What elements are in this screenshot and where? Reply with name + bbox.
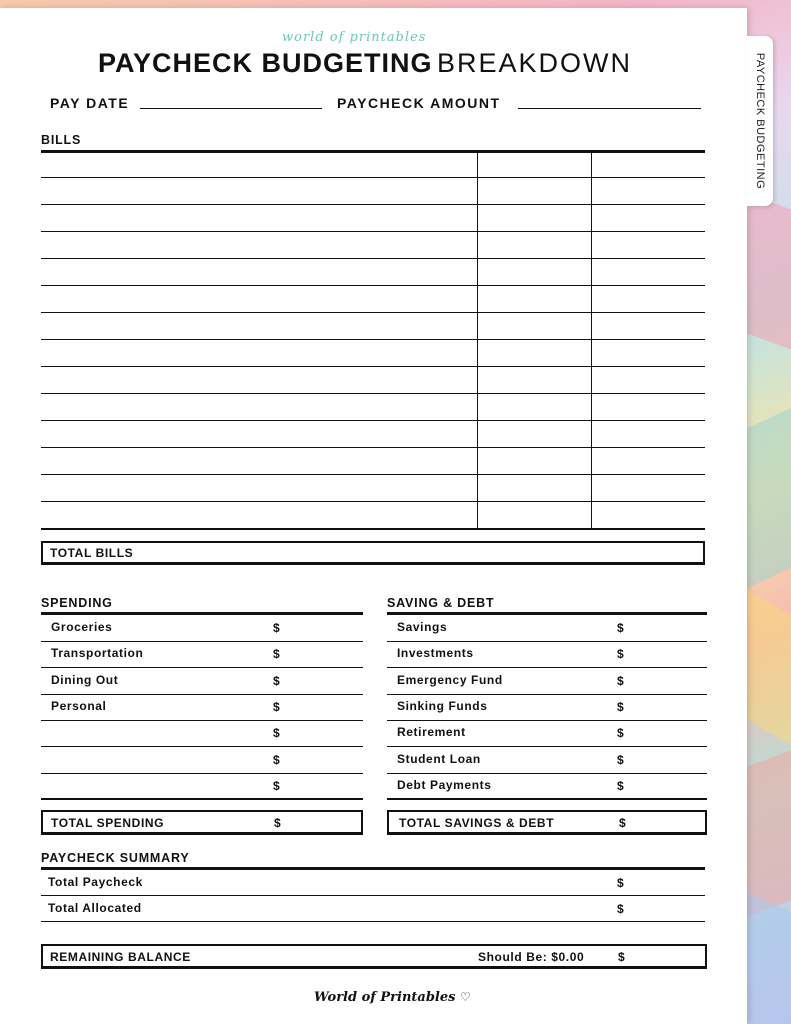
list-item[interactable]: [41, 695, 363, 721]
saving_debt-item-label: Emergency Fund: [397, 672, 503, 687]
saving_debt-item-label: Retirement: [397, 725, 466, 740]
list-item[interactable]: [41, 669, 363, 695]
spending-item-currency: $: [273, 673, 281, 688]
list-bottom-rule: [41, 798, 363, 800]
bills-row-line[interactable]: [41, 501, 705, 502]
saving_debt-item-label: Savings: [397, 620, 448, 634]
total-spending-box: [41, 810, 363, 835]
summary-item-label: Total Paycheck: [48, 875, 143, 889]
bills-row-line[interactable]: [41, 258, 705, 259]
spending-rule: [41, 612, 363, 615]
total-spending-label: TOTAL SPENDING: [51, 816, 165, 830]
pay-date-label: PAY DATE: [50, 95, 130, 111]
summary-rule: [41, 867, 705, 870]
bills-bottom-rule: [41, 528, 705, 530]
total-savings-box: [387, 810, 707, 835]
row-divider: [41, 895, 705, 896]
section-tab[interactable]: [747, 36, 773, 206]
footer-brand: [314, 990, 471, 1005]
title-bold: PAYCHECK BUDGETING: [98, 48, 433, 78]
list-item[interactable]: [41, 721, 363, 747]
bills-column-divider: [591, 153, 592, 528]
footer-brand-text: World of Printables: [314, 990, 456, 1005]
bills-row-line[interactable]: [41, 312, 705, 313]
saving-debt-rule: [387, 612, 707, 615]
bills-column-divider: [477, 153, 478, 528]
saving_debt-item-label: Student Loan: [397, 751, 481, 766]
saving_debt-item-currency: $: [617, 778, 625, 793]
saving_debt-item-currency: $: [617, 752, 625, 767]
bills-heading: BILLS: [41, 133, 82, 147]
summary-row[interactable]: [41, 871, 705, 897]
heart-icon: ♡: [460, 990, 471, 1004]
saving-debt-heading: SAVING & DEBT: [387, 596, 495, 610]
list-item[interactable]: [387, 642, 707, 668]
spending-item-label: Transportation: [51, 646, 144, 661]
should-be-note: Should Be: $0.00: [478, 950, 585, 964]
list-item[interactable]: [387, 774, 707, 800]
list-item[interactable]: [387, 748, 707, 774]
list-item[interactable]: [41, 616, 363, 642]
summary-item-label: Total Allocated: [48, 901, 142, 915]
bills-row-line[interactable]: [41, 447, 705, 448]
saving_debt-item-currency: $: [617, 699, 625, 714]
bills-row-line[interactable]: [41, 474, 705, 475]
summary-item-currency: $: [617, 876, 625, 890]
spending-item-currency: $: [273, 699, 281, 714]
spending-item-currency: $: [273, 621, 281, 635]
bills-row-line[interactable]: [41, 339, 705, 340]
bills-top-rule: [41, 150, 705, 153]
total-bills-label: TOTAL BILLS: [50, 546, 134, 560]
row-divider: [41, 921, 705, 922]
saving_debt-item-currency: $: [617, 726, 625, 741]
spending-heading: SPENDING: [41, 596, 113, 610]
bills-row-line[interactable]: [41, 285, 705, 286]
summary-item-currency: $: [617, 902, 625, 916]
summary-heading: PAYCHECK SUMMARY: [41, 851, 190, 865]
saving_debt-item-label: Sinking Funds: [397, 698, 488, 713]
saving_debt-item-label: Investments: [397, 646, 474, 661]
bills-row-line[interactable]: [41, 366, 705, 367]
list-item[interactable]: [41, 642, 363, 668]
paycheck-amount-label: PAYCHECK AMOUNT: [337, 95, 501, 111]
bills-row-line[interactable]: [41, 420, 705, 421]
bills-row-line[interactable]: [41, 231, 705, 232]
page-title: [98, 48, 632, 79]
list-item[interactable]: [387, 616, 707, 642]
section-tab-label: PAYCHECK BUDGETING: [754, 52, 766, 190]
bills-row-line[interactable]: [41, 177, 705, 178]
spending-item-label: Groceries: [51, 620, 113, 634]
list-item[interactable]: [387, 695, 707, 721]
bills-row-line[interactable]: [41, 204, 705, 205]
list-item[interactable]: [387, 721, 707, 747]
spending-item-currency: $: [273, 726, 281, 741]
bills-row-line[interactable]: [41, 393, 705, 394]
paycheck-amount-field[interactable]: [518, 108, 701, 109]
total-savings-currency: $: [619, 816, 627, 830]
spending-item-currency: $: [273, 778, 281, 793]
remaining-balance-label: REMAINING BALANCE: [50, 950, 191, 964]
list-item[interactable]: [41, 774, 363, 800]
spending-item-currency: $: [273, 647, 281, 662]
saving_debt-item-currency: $: [617, 673, 625, 688]
spending-item-label: Personal: [51, 698, 107, 713]
total-bills-box: [41, 541, 705, 565]
list-item[interactable]: [41, 748, 363, 774]
total-savings-label: TOTAL SAVINGS & DEBT: [399, 816, 555, 830]
saving_debt-item-currency: $: [617, 647, 625, 662]
spending-item-currency: $: [273, 752, 281, 767]
list-bottom-rule: [387, 798, 707, 800]
title-light: BREAKDOWN: [437, 48, 633, 78]
total-spending-currency: $: [274, 816, 282, 830]
spending-item-label: Dining Out: [51, 672, 119, 687]
saving_debt-item-currency: $: [617, 621, 625, 635]
saving_debt-item-label: Debt Payments: [397, 777, 492, 792]
summary-row[interactable]: [41, 897, 705, 923]
remaining-currency: $: [618, 950, 626, 964]
remaining-balance-box: [41, 944, 707, 969]
brand-script: world of printables: [282, 30, 427, 45]
list-item[interactable]: [387, 669, 707, 695]
pay-date-field[interactable]: [140, 108, 322, 109]
